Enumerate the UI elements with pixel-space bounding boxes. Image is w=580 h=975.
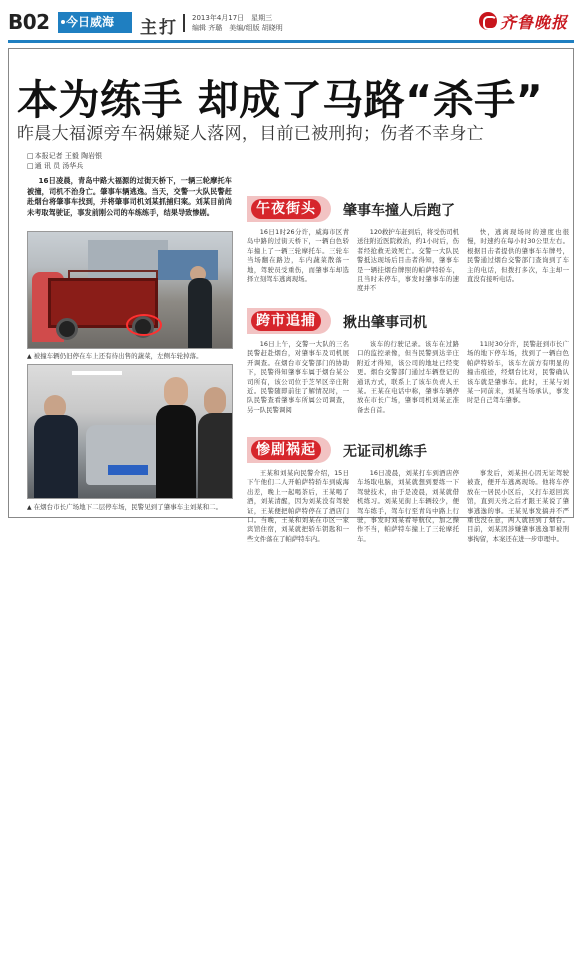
section-body	[247, 340, 569, 415]
section-cause	[247, 435, 569, 543]
section-body	[247, 469, 569, 544]
section-tag	[247, 196, 331, 222]
staff-line: 编辑 齐璐 美编/组版 胡晓明	[192, 24, 283, 32]
text-column: 16日1时26分许，威海市区青岛中路的过街天桥下，一辆白色轿车撞上了一辆三轮摩托车。三轮车当场翻在路边，车内蔬菜散落一地，驾驶员受重伤，而肇事车却选择立刻驾车逃离现场。	[247, 228, 349, 284]
section-header	[247, 435, 569, 465]
text-column: 事发后，刘某担心因无证驾驶被查，便开车逃离现场。他将车停放在一居民小区后，又打车返回宾馆，直到天亮之后才跟王某说了肇事逃逸的事。王某见事发搞并不严重也没在意，两人就回到了烟台。目前，刘某因涉嫌肇事逃逸罪被刑事拘留，本案还在进一步审理中。	[467, 469, 569, 543]
license-plate	[108, 465, 148, 475]
person-shape	[156, 405, 196, 499]
newspaper-logo	[479, 10, 568, 32]
section-tag-label: 跨市追捕	[251, 311, 321, 331]
text-column: 16日凌晨，刘某打车到酒店停车场取电脑，刘某就想到要练一下驾驶技术，由于是凌晨，刘某就借机练习。刘某见街上车辆较少，便驾车练手，驾车行至青岛中路上行驶，事发时刘某看导航仪，加之操作不当，帕萨特车撞上了三轮摩托车。	[357, 469, 459, 543]
section-title: 揪出肇事司机	[343, 315, 427, 331]
person-head	[164, 377, 188, 407]
section-tag	[247, 437, 331, 463]
section-title: 肇事车撞人后跑了	[343, 203, 455, 219]
byline	[27, 151, 167, 171]
person-head	[204, 387, 226, 415]
byline-reporters: □ 本报记者 王毅 陶岩银	[27, 151, 167, 161]
police-officer-shape	[34, 415, 78, 499]
wheel-shape	[56, 318, 78, 340]
article	[8, 48, 574, 543]
byline-correspondent: □ 通 讯 员 汤华兵	[27, 161, 167, 171]
photo-parking	[27, 364, 233, 499]
logo-icon	[479, 12, 497, 30]
section-header	[247, 306, 569, 336]
section-pursuit	[247, 306, 569, 414]
section-tag-label: 午夜街头	[251, 199, 321, 219]
section-tag-label: 惨剧祸起	[251, 440, 321, 460]
lead-paragraph: 16日凌晨，青岛中路大福源的过街天桥下，一辆三轮摩托车被撞，司机不治身亡。肇事车辆逃逸。当天，交警一大队民警赶赴烟台将肇事车找到，并将肇事司机刘某抓捕归案。刘某目前尚未考取驾驶证，事发前刚公司的车练练手，结果导致惨剧。	[27, 176, 232, 217]
header-divider	[183, 14, 185, 32]
text-column: 120救护车赶到后，将受伤司机送往附近医院救治，约1小时后，伤者经抢救无效死亡。交警一大队民警抵达现场后目击者得知，肇事车是一辆挂烟台牌照的帕萨特轿车，且当时未停车，事发时肇事车的速度并不	[357, 228, 459, 293]
date-line: 2013年4月17日 星期三	[192, 14, 273, 22]
text-column: 快，逃离现场时的速度也很慢，时速约在每小时30公里左右。根据目击者提供的肇事车车牌号，民警通过烟台交警部门查询到了车主的电话，但拨打多次，车主却一直没有接听电话。	[467, 228, 569, 284]
text-column: 该车的行驶记录。该车在过路口的监控录像，但当民警到达辛庄附近才得知，该公司的地址已经变更。烟台交警部门通过车辆登记的通讯方式，联系上了该车负责人王某。王某在电话中称，肇事车辆停放在市长广场，肇事司机刘某正准备去自首。	[357, 340, 459, 414]
newspaper-name: 齐鲁晚报	[499, 12, 568, 32]
section-tab: 今日威海	[58, 12, 132, 33]
headline: 本为练手 却成了马路“杀手”	[17, 76, 544, 124]
section-tag	[247, 308, 331, 334]
header-rule	[8, 40, 574, 43]
deck: 昨晨大福源旁车祸嫌疑人落网，目前已被刑拘；伤者不幸身亡	[17, 124, 485, 144]
section-night-street	[247, 194, 569, 293]
text-column: 16日上午，交警一大队的三名民警赶赴烟台，对肇事车及司机展开调查。在烟台市交警部门的协助下，民警得知肇事车属于烟台某公司所有，该公司位于芝罘区辛庄附近。民警随即前往了解情况时，一队民警查看肇事车所属公司调查，另一队民警调阅	[247, 340, 349, 414]
person-shape	[198, 413, 233, 499]
photo-tricycle	[27, 231, 233, 349]
photo-caption: ▲ 被撞车辆仍旧停在车上还有待出售的蔬菜，左侧车轮掉落。	[27, 351, 203, 360]
column-label: 主打	[140, 18, 178, 38]
highlight-circle	[126, 314, 162, 336]
page-code: B02	[8, 10, 50, 34]
text-column: 王某和刘某向民警介绍，15日下午他们二人开帕萨特轿车到威海出差，晚上一起喝茶后，王某喝了酒，刘某清醒，因为刘某没有驾驶证，王某便把帕萨特停在了酒店门口。当晚，王某和刘某在市区一家宾馆住宿，刘某就把轿车钥匙和一些文件落在了帕萨特车内。	[247, 469, 349, 543]
ceiling-light	[72, 371, 122, 375]
section-body	[247, 228, 569, 294]
section-title: 无证司机练手	[343, 444, 427, 460]
text-column: 11时30分许，民警赶到市长广场的地下停车场，找到了一辆白色帕萨特轿车，该车左前方有明显的撞击痕迹，经烟台比对，民警确认该车就是肇事车。此时，王某与刘某一同前来，刘某当场承认，事发时是自己驾车肇事。	[467, 340, 569, 405]
section-header	[247, 194, 569, 224]
person-shape	[188, 278, 212, 348]
photo-caption: ▲ 在烟台市长广场地下二层停车场，民警见到了肇事车主刘某和二。	[27, 502, 222, 511]
building-shape	[158, 250, 218, 280]
page-header	[8, 8, 574, 38]
